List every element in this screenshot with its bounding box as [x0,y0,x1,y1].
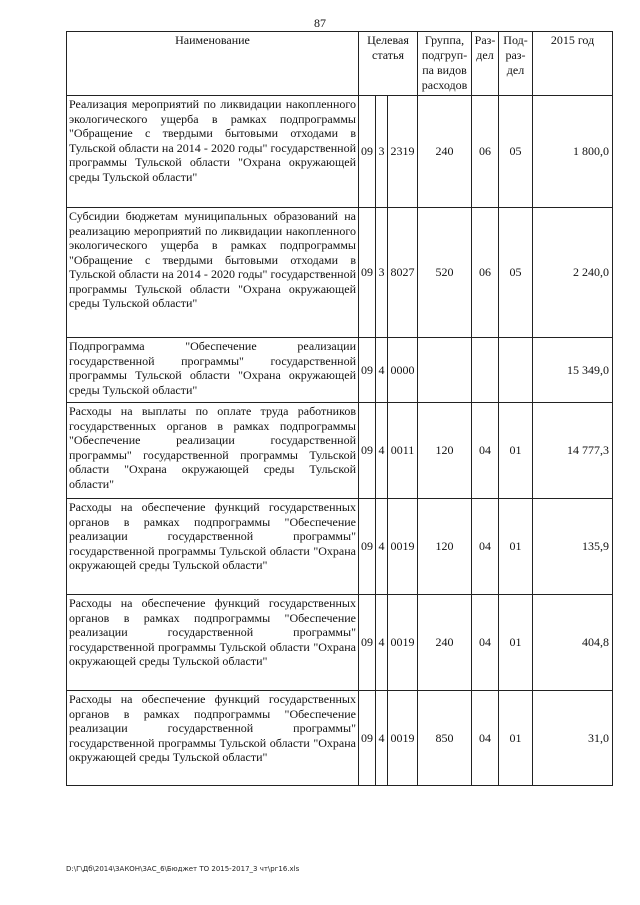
row-name: Субсидии бюджетам муниципальных образований на реализацию мероприятий по ликвидации накопленного экологического ущерба в рамках подпрограммы "Обращение с твердыми бытовыми отходами в Тульской области на 2014 - 2020 годы" государственной программы Тульской области "Охрана окружающей среды Тульской области" [67,208,359,338]
row-amount: 135,9 [533,499,613,595]
row-section [472,338,499,403]
row-group: 120 [418,499,472,595]
row-subsection: 05 [499,96,533,208]
row-target-program: 09 [359,595,376,691]
row-section: 06 [472,96,499,208]
row-target-program: 09 [359,403,376,499]
row-target-direction: 2319 [388,96,418,208]
row-amount: 1 800,0 [533,96,613,208]
row-target-direction: 0019 [388,691,418,786]
row-subsection: 01 [499,403,533,499]
row-target-program: 09 [359,499,376,595]
row-target-subprogram: 3 [376,208,388,338]
row-subsection: 01 [499,691,533,786]
row-subsection [499,338,533,403]
row-target-subprogram: 4 [376,403,388,499]
row-amount: 15 349,0 [533,338,613,403]
header-subsection: Под-раз-дел [499,32,533,96]
row-group: 240 [418,96,472,208]
header-group: Группа, подгруп-па видов расходов [418,32,472,96]
row-amount: 404,8 [533,595,613,691]
row-target-subprogram: 4 [376,595,388,691]
table-row [67,338,613,403]
row-subsection: 01 [499,499,533,595]
row-subsection: 01 [499,595,533,691]
row-target-direction: 0000 [388,338,418,403]
table-row [67,499,613,595]
row-group [418,338,472,403]
row-target-direction: 8027 [388,208,418,338]
row-target-program: 09 [359,208,376,338]
row-name: Подпрограмма "Обеспечение реализации государственной программы" государственной программы Тульской области "Охрана окружающей среды Тульской области" [67,338,359,403]
row-name: Расходы на обеспечение функций государственных органов в рамках подпрограммы "Обеспечение реализации государственной программы" государственной программы Тульской области "Охрана окружающей среды Тульской области" [67,499,359,595]
row-target-program: 09 [359,338,376,403]
row-group: 520 [418,208,472,338]
row-name: Расходы на выплаты по оплате труда работников государственных органов в рамках подпрограммы "Обеспечение реализации государственной программы" государственной программы Тульской области "Охрана окружающей среды Тульской области" [67,403,359,499]
table-header-row [67,32,613,96]
row-section: 04 [472,595,499,691]
row-subsection: 05 [499,208,533,338]
budget-table [66,31,613,786]
header-name: Наименование [67,32,359,96]
row-section: 04 [472,499,499,595]
row-target-subprogram: 4 [376,691,388,786]
table-row [67,691,613,786]
header-target-article: Целевая статья [359,32,418,96]
row-section: 04 [472,691,499,786]
row-target-direction: 0019 [388,499,418,595]
row-target-direction: 0011 [388,403,418,499]
row-target-subprogram: 4 [376,338,388,403]
table-row [67,208,613,338]
header-section: Раз-дел [472,32,499,96]
header-year: 2015 год [533,32,613,96]
row-amount: 14 777,3 [533,403,613,499]
table-row [67,595,613,691]
row-group: 850 [418,691,472,786]
row-target-subprogram: 4 [376,499,388,595]
row-name: Расходы на обеспечение функций государственных органов в рамках подпрограммы "Обеспечение реализации государственной программы" государственной программы Тульской области "Охрана окружающей среды Тульской области" [67,595,359,691]
row-target-direction: 0019 [388,595,418,691]
row-group: 240 [418,595,472,691]
row-target-program: 09 [359,691,376,786]
row-name: Реализация мероприятий по ликвидации накопленного экологического ущерба в рамках подпрограммы "Обращение с твердыми бытовыми отходами в Тульской области на 2014 - 2020 годы" государственной программы Тульской области "Охрана окружающей среды Тульской области" [67,96,359,208]
row-target-subprogram: 3 [376,96,388,208]
row-name: Расходы на обеспечение функций государственных органов в рамках подпрограммы "Обеспечение реализации государственной программы" государственной программы Тульской области "Охрана окружающей среды Тульской области" [67,691,359,786]
row-section: 06 [472,208,499,338]
row-section: 04 [472,403,499,499]
row-amount: 31,0 [533,691,613,786]
row-target-program: 09 [359,96,376,208]
page-number: 87 [314,16,326,30]
table-row [67,96,613,208]
row-amount: 2 240,0 [533,208,613,338]
table-row [67,403,613,499]
file-path-footer: D:\Г\Дб\2014\ЗАКОН\ЗАС_6\Бюджет ТО 2015-2017_3 чт\рг16.xls [66,865,300,873]
row-group: 120 [418,403,472,499]
